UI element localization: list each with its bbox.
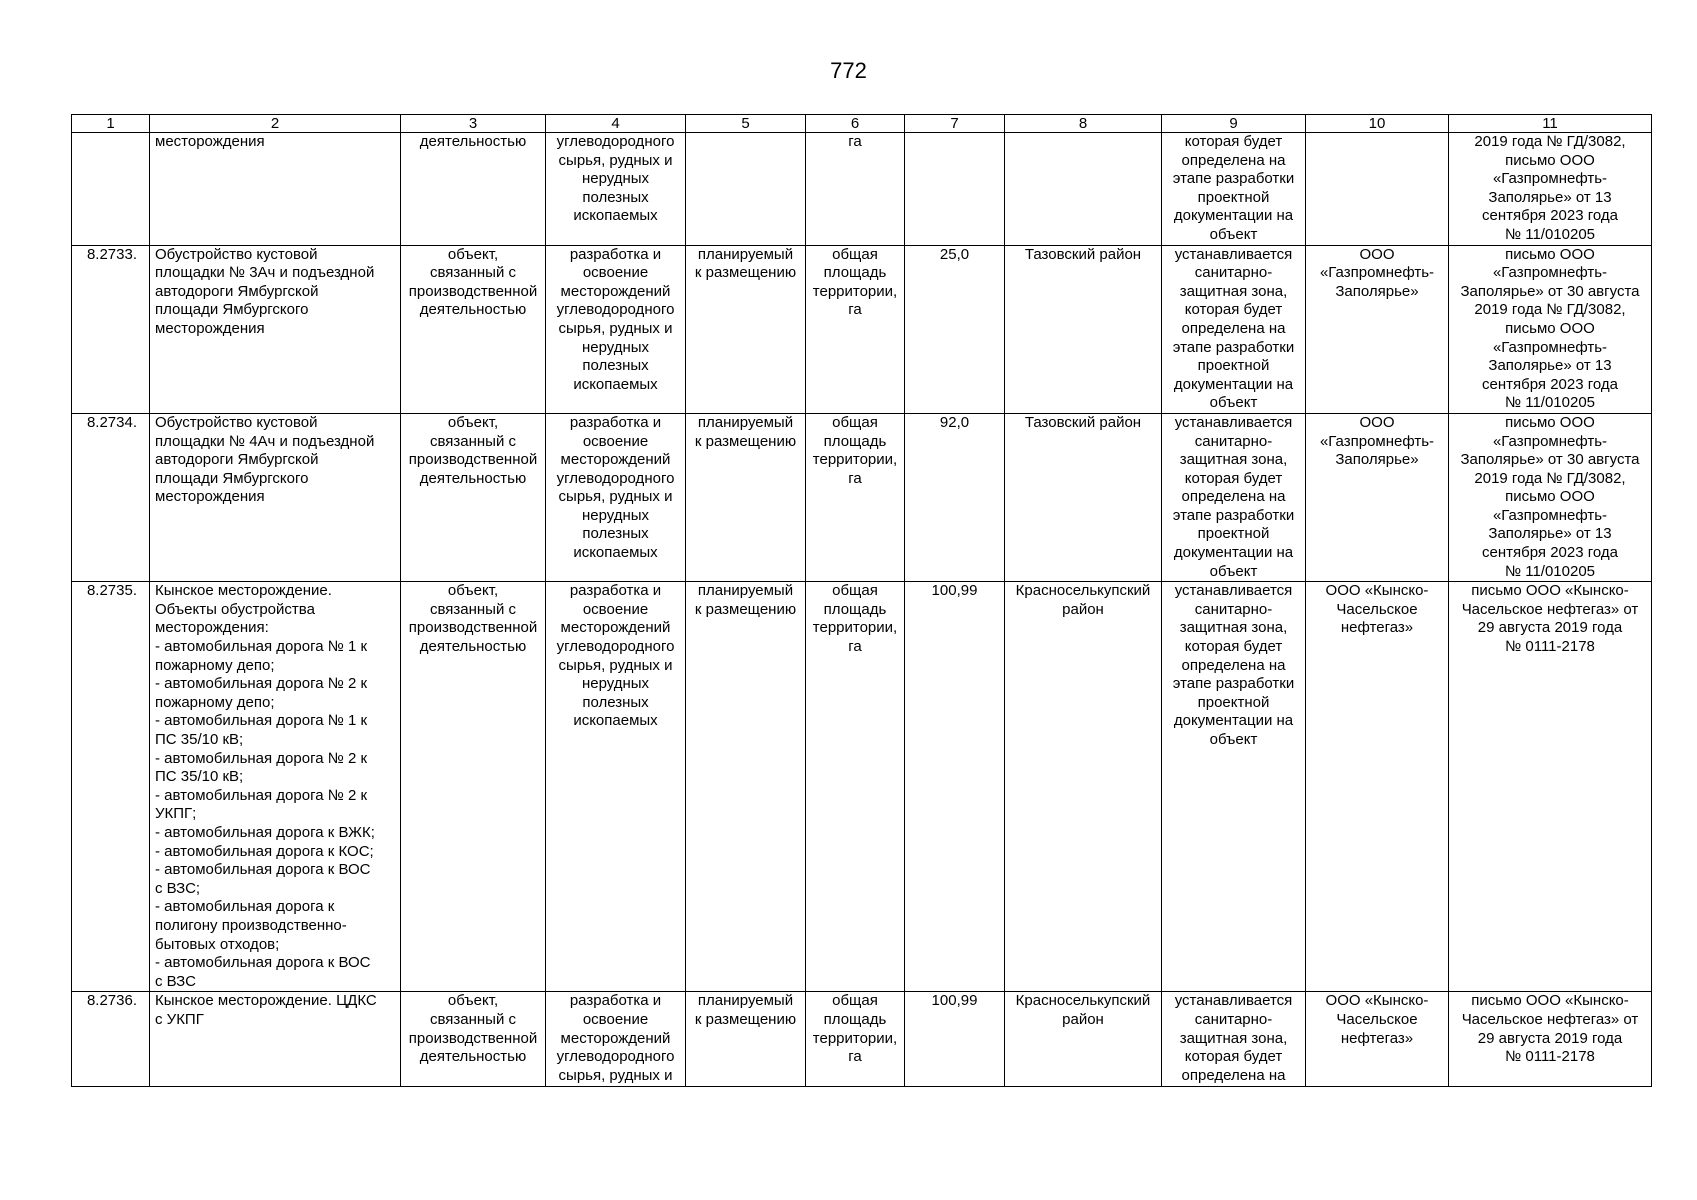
table-row: [72, 992, 1652, 1087]
object-type-cell: объект, связанный с производственной деятельностью: [401, 245, 546, 413]
zone-cell: которая будет определена на этапе разработки проектной документации на объект: [1162, 133, 1306, 246]
purpose-cell: разработка и освоение месторождений углеводородного сырья, рудных и нерудных полезных ископаемых: [546, 245, 686, 413]
purpose-cell: разработка и освоение месторождений углеводородного сырья, рудных и нерудных полезных ископаемых: [546, 582, 686, 992]
basis-cell: письмо ООО «Кынско- Часельское нефтегаз» от 29 августа 2019 года № 0111-2178: [1449, 582, 1652, 992]
object-name-cell: Кынское месторождение. Объекты обустройства месторождения: - автомобильная дорога № 1 к пожарному депо; - автомобильная дорога № 2 к пожарному депо; - автомобильная дорога № 1 к ПС 35/10 кВ; - автомобильная дорога № 2 к ПС 35/10 кВ; - автомобильная дорога № 2 к УКПГ; - автомобильная дорога к ВЖК; - автомобильная дорога к КОС; - автомобильная дорога к ВОС с ВЗС; - автомобильная дорога к полигону производственно- бытовых отходов; - автомобильная дорога к ВОС с ВЗС: [150, 582, 401, 992]
row-number-cell: 8.2733.: [72, 245, 150, 413]
column-number-row: [72, 115, 1652, 133]
purpose-cell: разработка и освоение месторождений углеводородного сырья, рудных и нерудных полезных ископаемых: [546, 413, 686, 581]
value-cell: 25,0: [905, 245, 1005, 413]
column-header: 4: [546, 115, 686, 133]
zone-cell: устанавливается санитарно- защитная зона, которая будет определена на: [1162, 992, 1306, 1087]
zone-cell: устанавливается санитарно- защитная зона, которая будет определена на этапе разработки проектной документации на объект: [1162, 413, 1306, 581]
column-header: 8: [1005, 115, 1162, 133]
row-number-cell: 8.2735.: [72, 582, 150, 992]
parameter-cell: общая площадь территории, га: [806, 992, 905, 1087]
status-cell: планируемый к размещению: [686, 582, 806, 992]
basis-cell: 2019 года № ГД/3082, письмо ООО «Газпромнефть- Заполярье» от 13 сентября 2023 года № 11/010205: [1449, 133, 1652, 246]
initiator-cell: ООО «Газпромнефть- Заполярье»: [1306, 245, 1449, 413]
status-cell: планируемый к размещению: [686, 992, 806, 1087]
object-name-cell: Кынское месторождение. ЦДКС с УКПГ: [150, 992, 401, 1087]
object-type-cell: деятельностью: [401, 133, 546, 246]
value-cell: 100,99: [905, 582, 1005, 992]
location-cell: Тазовский район: [1005, 413, 1162, 581]
table-row: [72, 133, 1652, 246]
initiator-cell: ООО «Газпромнефть- Заполярье»: [1306, 413, 1449, 581]
location-cell: Красноселькупский район: [1005, 992, 1162, 1087]
location-cell: [1005, 133, 1162, 246]
objects-table: [71, 114, 1652, 1087]
parameter-cell: общая площадь территории, га: [806, 245, 905, 413]
basis-cell: письмо ООО «Газпромнефть- Заполярье» от 30 августа 2019 года № ГД/3082, письмо ООО «Газпромнефть- Заполярье» от 13 сентября 2023 года № 11/010205: [1449, 245, 1652, 413]
object-name-cell: Обустройство кустовой площадки № 3Ач и подъездной автодороги Ямбургской площади Ямбургского месторождения: [150, 245, 401, 413]
value-cell: [905, 133, 1005, 246]
value-cell: 100,99: [905, 992, 1005, 1087]
parameter-cell: общая площадь территории, га: [806, 582, 905, 992]
purpose-cell: разработка и освоение месторождений углеводородного сырья, рудных и: [546, 992, 686, 1087]
zone-cell: устанавливается санитарно- защитная зона, которая будет определена на этапе разработки проектной документации на объект: [1162, 582, 1306, 992]
object-name-cell: Обустройство кустовой площадки № 4Ач и подъездной автодороги Ямбургской площади Ямбургского месторождения: [150, 413, 401, 581]
column-header: 9: [1162, 115, 1306, 133]
parameter-cell: общая площадь территории, га: [806, 413, 905, 581]
row-number-cell: 8.2736.: [72, 992, 150, 1087]
column-header: 7: [905, 115, 1005, 133]
location-cell: Тазовский район: [1005, 245, 1162, 413]
row-number-cell: [72, 133, 150, 246]
table-row: [72, 413, 1652, 581]
location-cell: Красноселькупский район: [1005, 582, 1162, 992]
zone-cell: устанавливается санитарно- защитная зона, которая будет определена на этапе разработки проектной документации на объект: [1162, 245, 1306, 413]
status-cell: планируемый к размещению: [686, 413, 806, 581]
row-number-cell: 8.2734.: [72, 413, 150, 581]
column-header: 10: [1306, 115, 1449, 133]
column-header: 5: [686, 115, 806, 133]
initiator-cell: [1306, 133, 1449, 246]
column-header: 2: [150, 115, 401, 133]
basis-cell: письмо ООО «Газпромнефть- Заполярье» от 30 августа 2019 года № ГД/3082, письмо ООО «Газпромнефть- Заполярье» от 13 сентября 2023 года № 11/010205: [1449, 413, 1652, 581]
initiator-cell: ООО «Кынско- Часельское нефтегаз»: [1306, 582, 1449, 992]
basis-cell: письмо ООО «Кынско- Часельское нефтегаз» от 29 августа 2019 года № 0111-2178: [1449, 992, 1652, 1087]
table-row: [72, 582, 1652, 992]
column-header: 1: [72, 115, 150, 133]
status-cell: [686, 133, 806, 246]
parameter-cell: га: [806, 133, 905, 246]
table-row: [72, 245, 1652, 413]
column-header: 11: [1449, 115, 1652, 133]
object-name-cell: месторождения: [150, 133, 401, 246]
column-header: 6: [806, 115, 905, 133]
value-cell: 92,0: [905, 413, 1005, 581]
purpose-cell: углеводородного сырья, рудных и нерудных полезных ископаемых: [546, 133, 686, 246]
page-number: 772: [830, 58, 867, 83]
object-type-cell: объект, связанный с производственной деятельностью: [401, 582, 546, 992]
column-header: 3: [401, 115, 546, 133]
object-type-cell: объект, связанный с производственной деятельностью: [401, 413, 546, 581]
initiator-cell: ООО «Кынско- Часельское нефтегаз»: [1306, 992, 1449, 1087]
object-type-cell: объект, связанный с производственной деятельностью: [401, 992, 546, 1087]
status-cell: планируемый к размещению: [686, 245, 806, 413]
